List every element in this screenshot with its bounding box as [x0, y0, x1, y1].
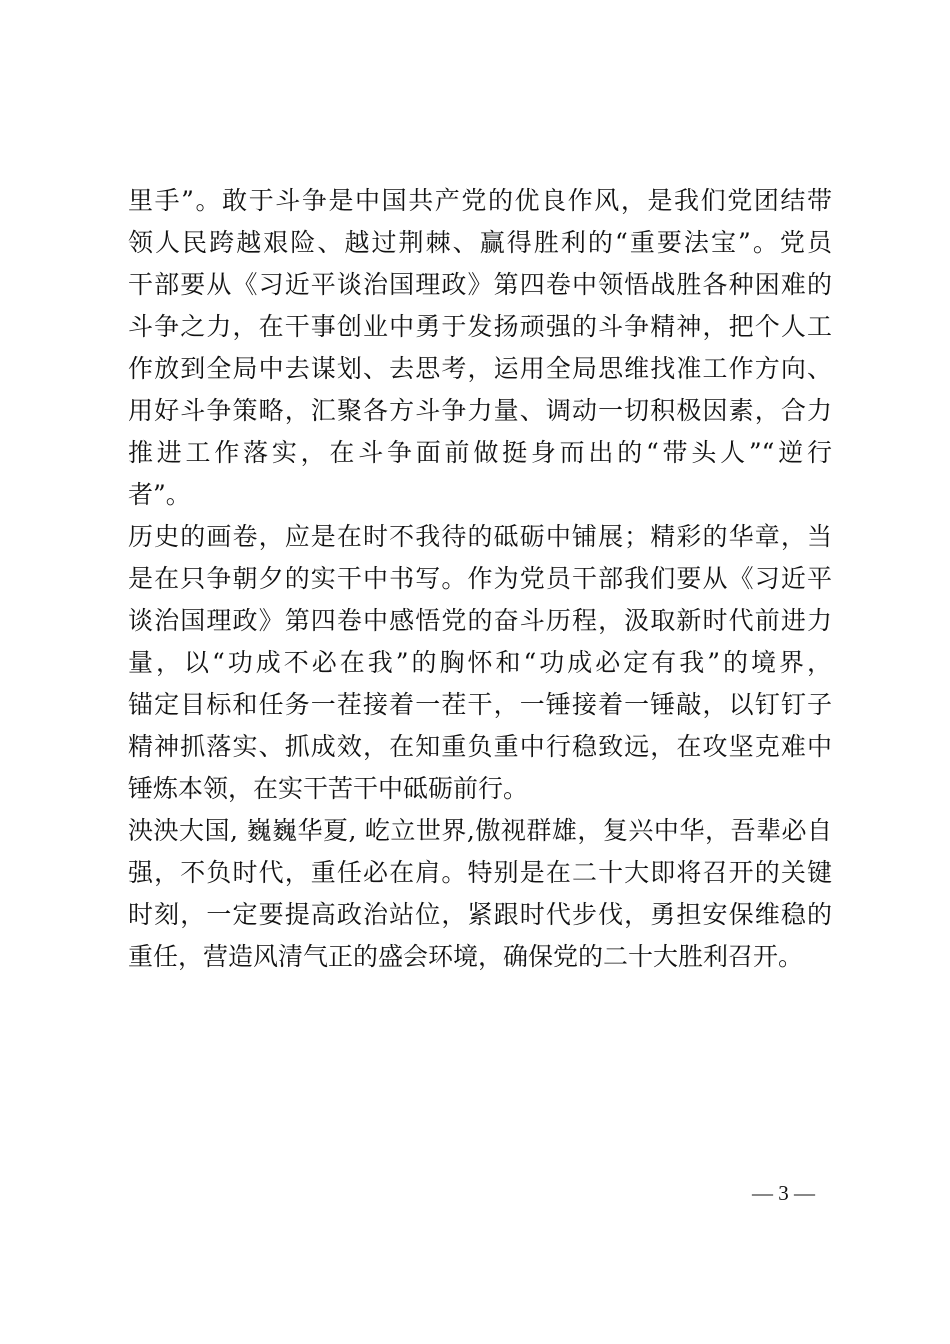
text-line: 历史的画卷，应是在时不我待的砥砺中铺展；精彩的华章，当 — [128, 522, 832, 551]
text-line: 用好斗争策略，汇聚各方斗争力量、调动一切积极因素，合力 — [128, 396, 832, 425]
paragraph-1 — [128, 180, 832, 516]
text-line: 重任，营造风清气正的盛会环境，确保党的二十大胜利召开。 — [128, 942, 804, 971]
text-line: 干部要从《习近平谈治国理政》第四卷中领悟战胜各种困难的 — [128, 270, 832, 299]
text-line: 领人民跨越艰险、越过荆棘、赢得胜利的“重要法宝”。党员 — [128, 228, 832, 257]
text-line: 锚定目标和任务一茬接着一茬干，一锤接着一锤敲，以钉钉子 — [128, 690, 832, 719]
paragraph-3 — [128, 810, 832, 978]
text-line: 推进工作落实，在斗争面前做挺身而出的“带头人”“逆行 — [128, 438, 832, 467]
text-line: 精神抓落实、抓成效，在知重负重中行稳致远，在攻坚克难中 — [128, 732, 832, 761]
text-line: 强，不负时代，重任必在肩。特别是在二十大即将召开的关键 — [128, 858, 832, 887]
text-line: 者”。 — [128, 480, 191, 509]
text-line: 斗争之力，在干事创业中勇于发扬顽强的斗争精神，把个人工 — [128, 312, 832, 341]
text-line: 里手”。敢于斗争是中国共产党的优良作风，是我们党团结带 — [128, 186, 832, 215]
text-line: 量，以“功成不必在我”的胸怀和“功成必定有我”的境界， — [128, 648, 832, 677]
page-number: — 3 — — [752, 1181, 815, 1205]
text-line: 时刻，一定要提高政治站位，紧跟时代步伐，勇担安保维稳的 — [128, 900, 832, 929]
text-line: 泱泱大国, 巍巍华夏, 屹立世界,傲视群雄，复兴中华，吾辈必自 — [128, 816, 832, 845]
text-line: 作放到全局中去谋划、去思考，运用全局思维找准工作方向、 — [128, 354, 832, 383]
text-line: 谈治国理政》第四卷中感悟党的奋斗历程，汲取新时代前进力 — [128, 606, 832, 635]
paragraph-2 — [128, 516, 832, 810]
text-line: 是在只争朝夕的实干中书写。作为党员干部我们要从《习近平 — [128, 564, 832, 593]
document-body — [128, 180, 832, 978]
text-line: 锤炼本领，在实干苦干中砥砺前行。 — [128, 774, 529, 803]
